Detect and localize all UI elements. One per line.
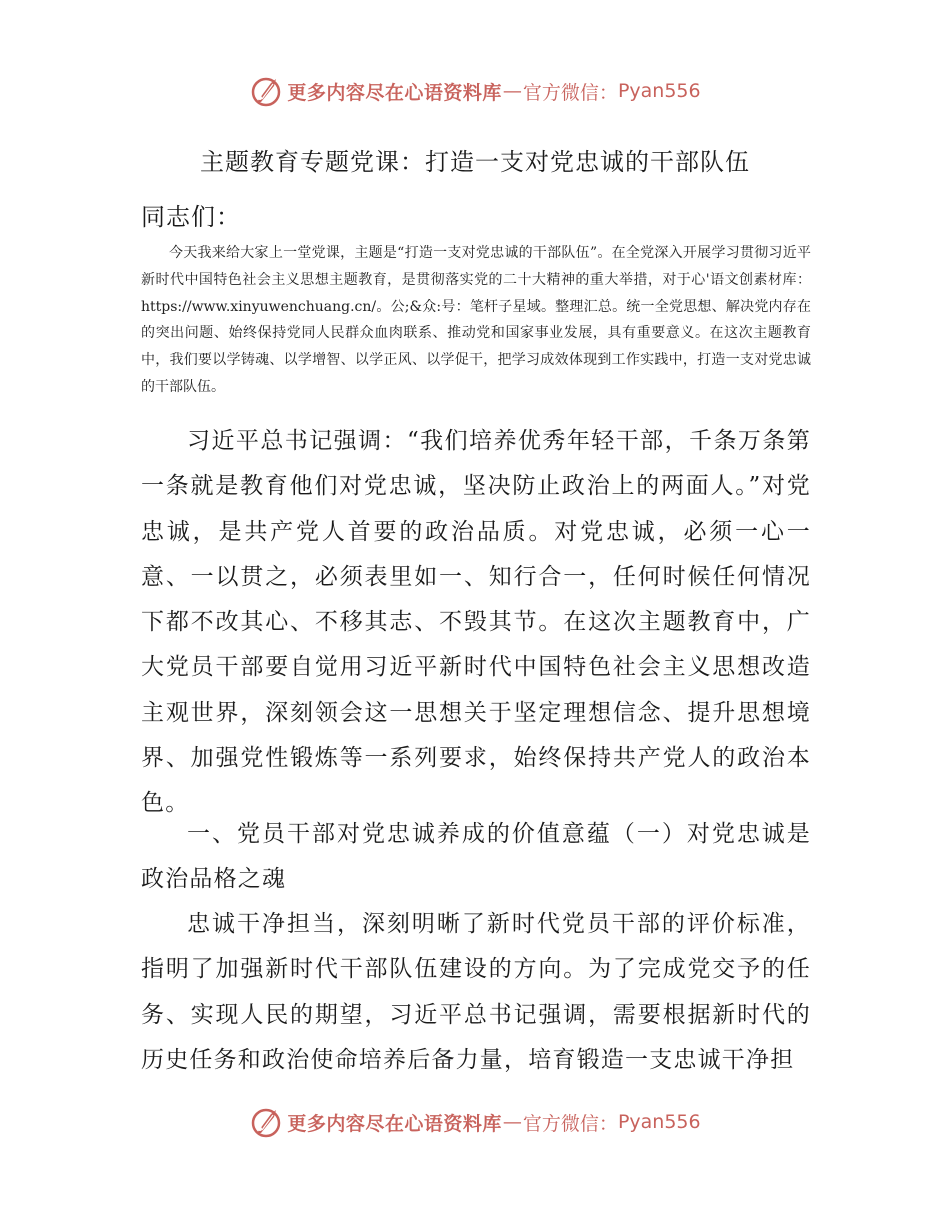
banner-sub: 官方微信： (522, 81, 618, 104)
banner-sub: 官方微信： (522, 1112, 618, 1135)
banner-dash: — (502, 1111, 522, 1133)
banner-dash: — (502, 80, 522, 102)
header-banner (0, 69, 950, 113)
footer-banner (0, 1100, 950, 1144)
quill-pen-logo-icon (249, 74, 283, 108)
banner-wechat-id: Pyan556 (617, 80, 701, 102)
banner-text: 更多内容尽在心语资料库 (287, 81, 502, 104)
document-title: 主题教育专题党课：打造一支对党忠诚的干部队伍 (200, 148, 750, 176)
intro-paragraph: 今天我来给大家上一堂党课，主题是“打造一支对党忠诚的干部队伍”。在全党深入开展学习贯彻习近平新时代中国特色社会主义思想主题教育，是贯彻落实党的二十大精神的重大举措，对于心'语文创素材库：https://www.xinyuwenchuang.cn/。公;&众:号：笔杆子星域。整理汇总。统一全党思想、解决党内存在的突出问题、始终保持党同人民群众血肉联系、推动党和国家事业发展，具有重要意义。在这次主题教育中，我们要以学铸魂、以学增智、以学正风、以学促干，把学习成效体现到工作实践中，打造一支对党忠诚的干部队伍。 (141, 245, 811, 395)
body-paragraph-2: 忠诚干净担当，深刻明晰了新时代党员干部的评价标准，指明了加强新时代干部队伍建设的方向。为了完成党交予的任务、实现人民的期望，习近平总书记强调，需要根据新时代的历史任务和政治使命培养后备力量，培育锻造一支忠诚干净担 (141, 911, 811, 1073)
banner-text: 更多内容尽在心语资料库 (287, 1112, 502, 1135)
salutation: 同志们： (141, 203, 241, 231)
body-paragraph-1: 习近平总书记强调：“我们培养优秀年轻干部，千条万条第一条就是教育他们对党忠诚，坚决防止政治上的两面人。”对党忠诚，是共产党人首要的政治品质。对党忠诚，必须一心一意、一以贯之，必须表里如一、知行合一，任何时候任何情况下都不改其心、不移其志、不毁其节。在这次主题教育中，广大党员干部要自觉用习近平新时代中国特色社会主义思想改造主观世界，深刻领会这一思想关于坚定理想信念、提升思想境界、加强党性锻炼等一系列要求，始终保持共产党人的政治本色。 (141, 428, 811, 817)
section-heading-1: 一、党员干部对党忠诚养成的价值意蕴（一）对党忠诚是政治品格之魂 (141, 821, 811, 893)
quill-pen-logo-icon (249, 1105, 283, 1139)
banner-wechat-id: Pyan556 (617, 1111, 701, 1133)
